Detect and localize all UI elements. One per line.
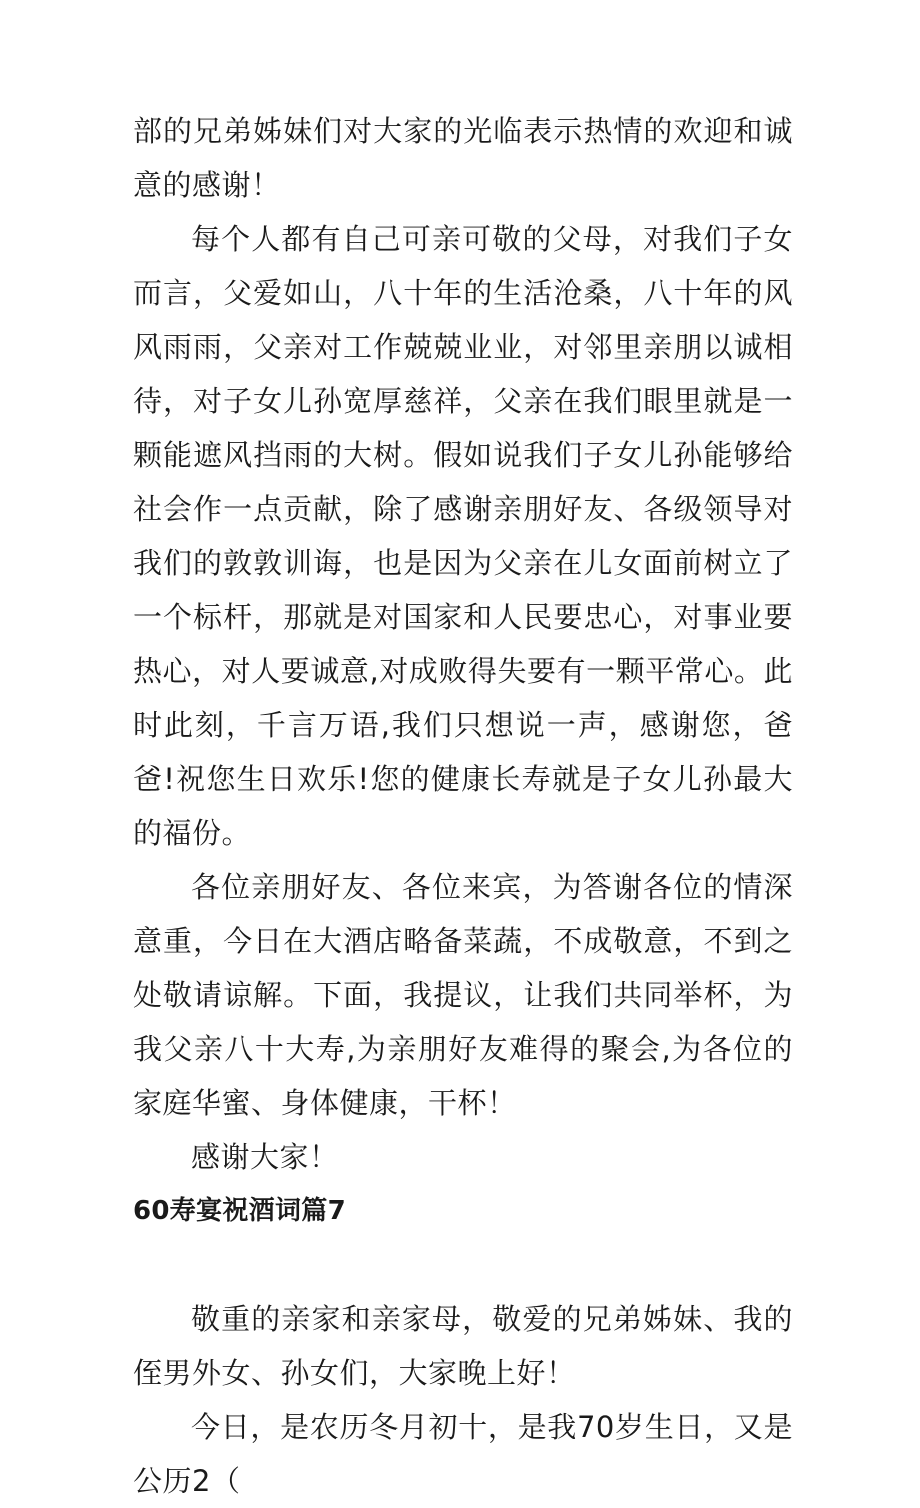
paragraph-toast: 各位亲朋好友、各位来宾，为答谢各位的情深意重，今日在大酒店略备菜蔬，不成敬意，不到之处敬请谅解。下面，我提议，让我们共同举杯，为我父亲八十大寿,为亲朋好友难得的聚会,为各位的家庭华蜜、身体健康，干杯！ bbox=[133, 870, 793, 1120]
paragraph-birthday-intro: 今日，是农历冬月初十，是我70岁生日，又是公历2（ bbox=[133, 1410, 793, 1498]
paragraph-thanks: 感谢大家！ bbox=[191, 1140, 339, 1174]
paragraph-greeting: 敬重的亲家和亲家母，敬爱的兄弟姊妹、我的侄男外女、孙女们，大家晚上好！ bbox=[133, 1302, 793, 1390]
section-heading: 60寿宴祝酒词篇7 bbox=[133, 1196, 346, 1226]
spacer bbox=[133, 1238, 793, 1292]
document-page bbox=[133, 104, 793, 1508]
paragraph-father-tribute: 每个人都有自己可亲可敬的父母，对我们子女而言，父爱如山，八十年的生活沧桑，八十年的风风雨雨，父亲对工作兢兢业业，对邻里亲朋以诚相待，对子女儿孙宽厚慈祥，父亲在我们眼里就是一颗能遮风挡雨的大树。假如说我们子女儿孙能够给社会作一点贡献，除了感谢亲朋好友、各级领导对我们的敦敦训诲，也是因为父亲在儿女面前树立了一个标杆，那就是对国家和人民要忠心，对事业要热心，对人要诚意,对成败得失要有一颗平常心。此时此刻，千言万语,我们只想说一声，感谢您，爸爸!祝您生日欢乐!您的健康长寿就是子女儿孙最大的福份。 bbox=[133, 222, 793, 850]
paragraph-continuation: 部的兄弟姊妹们对大家的光临表示热情的欢迎和诚意的感谢！ bbox=[133, 114, 793, 202]
